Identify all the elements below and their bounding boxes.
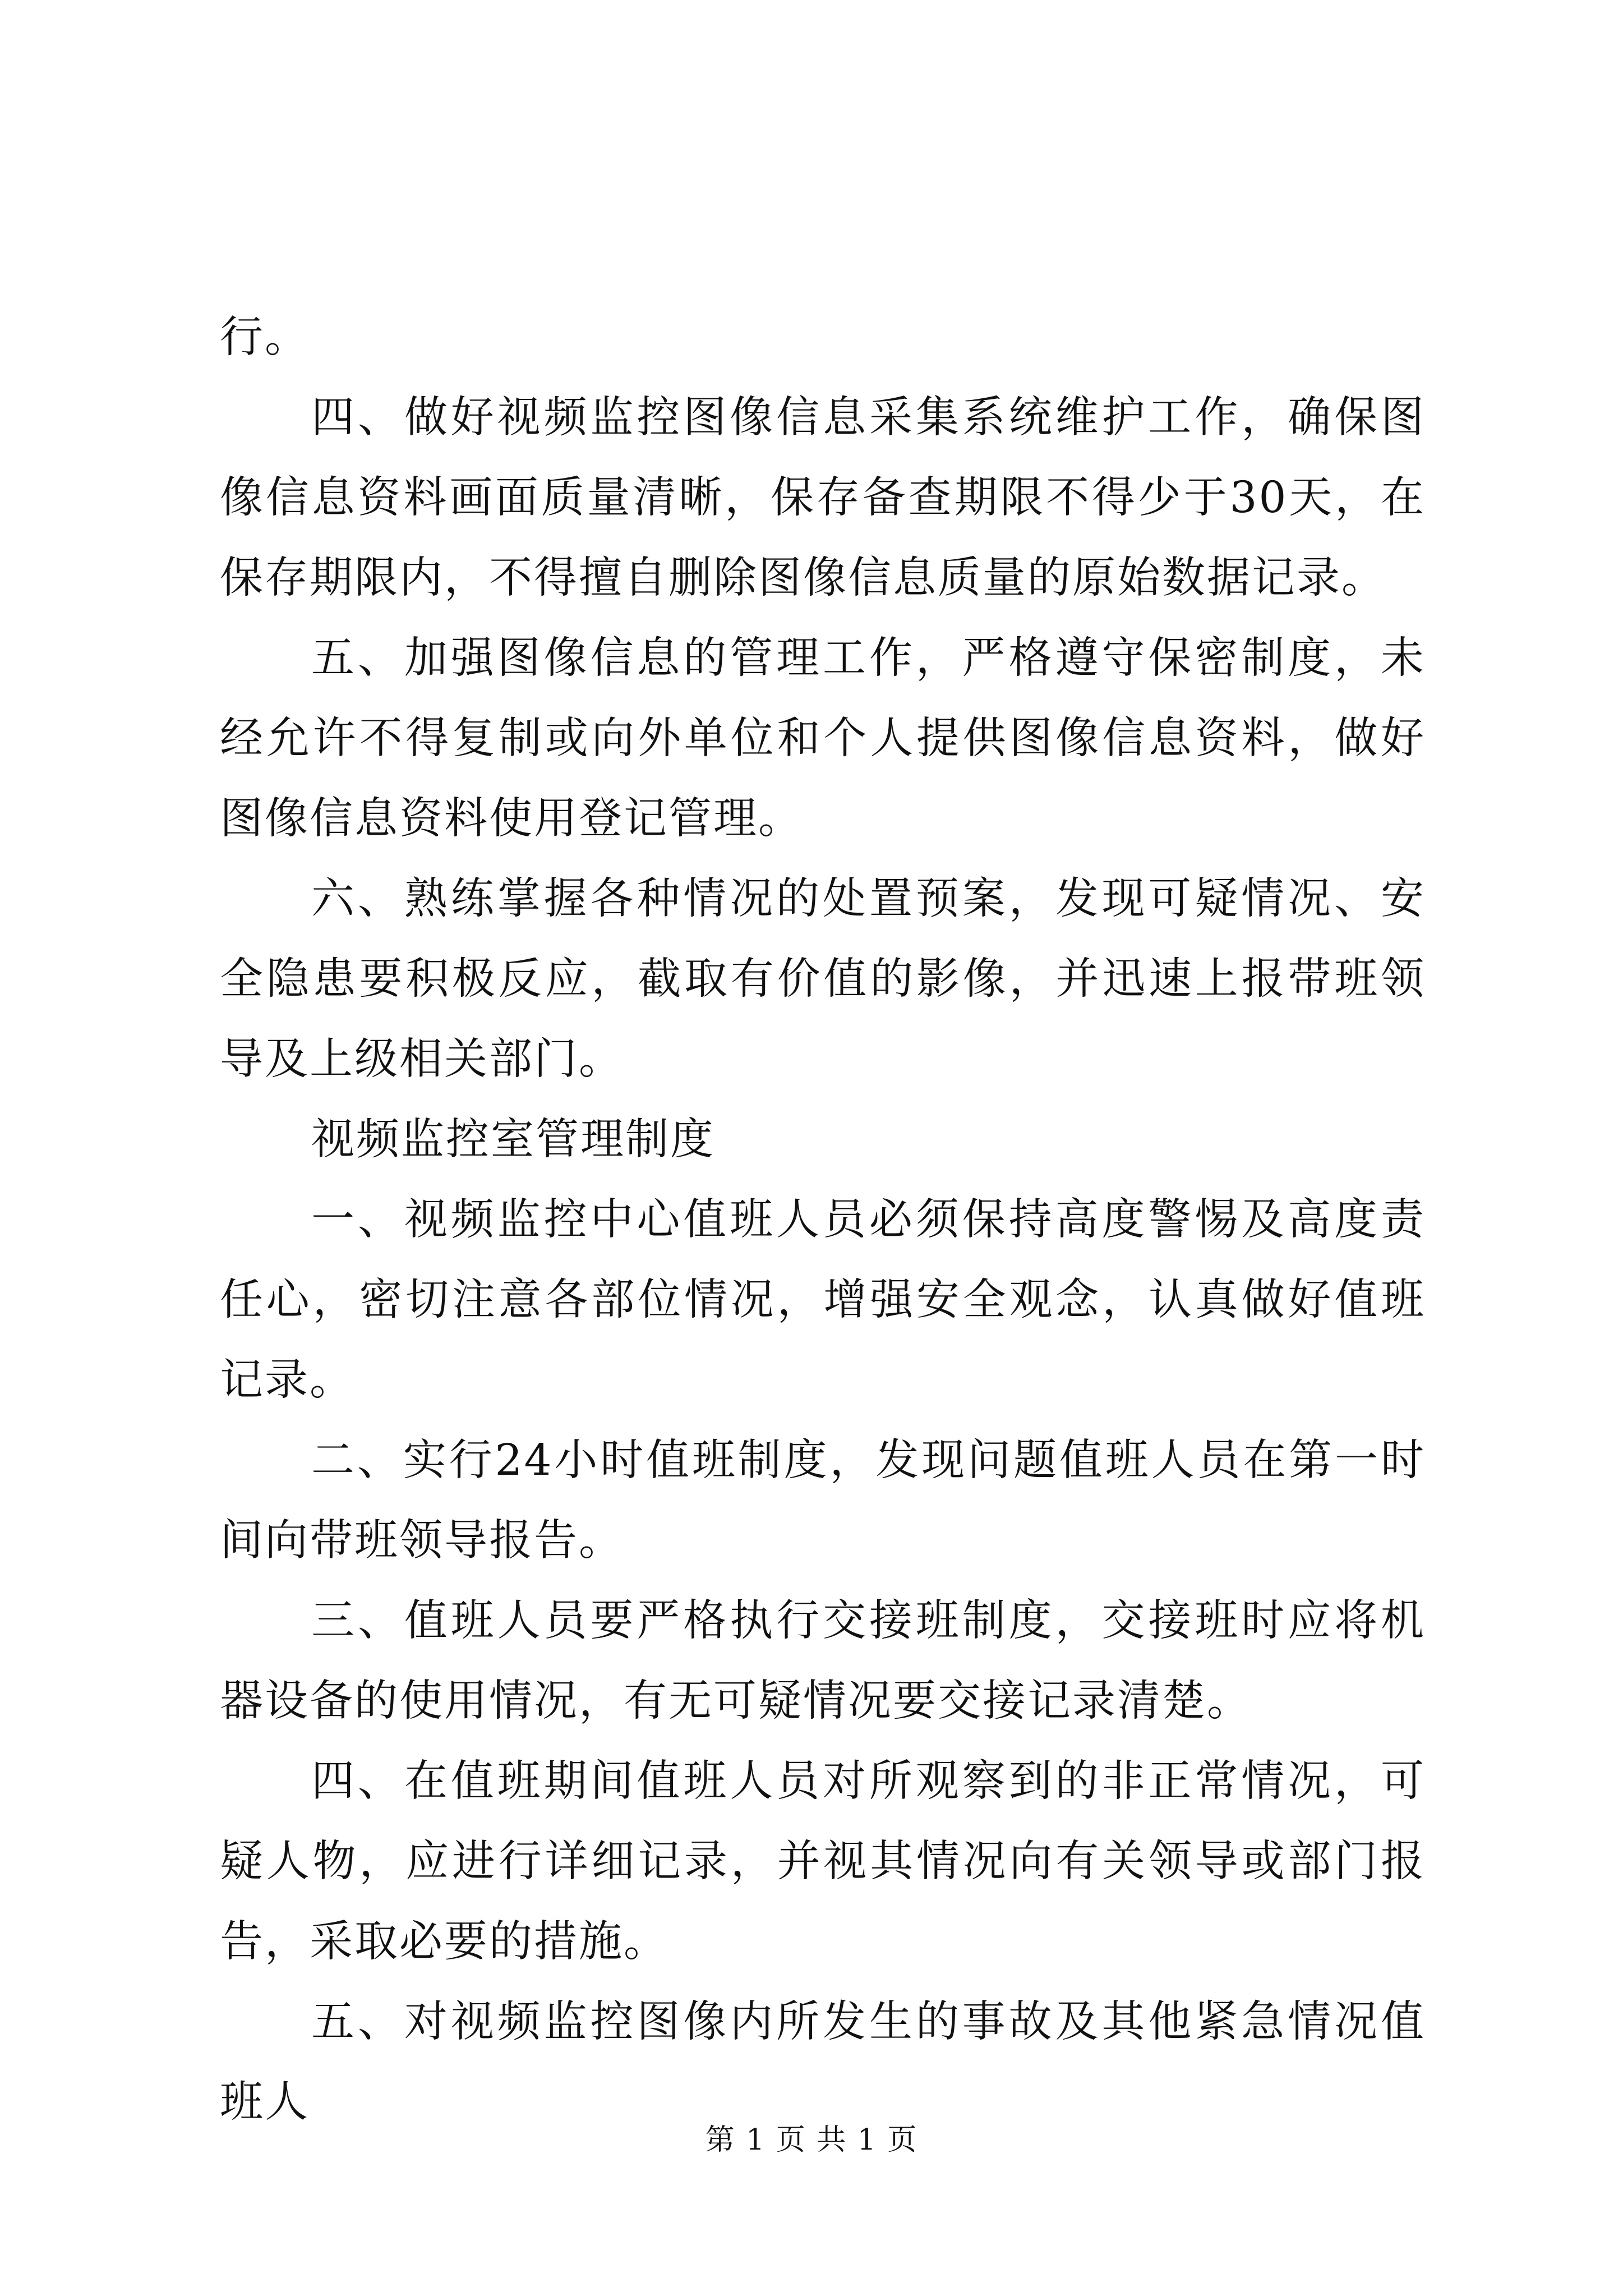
paragraph-continuation: 行。	[220, 312, 310, 362]
paragraph-rule-3: 三、值班人员要严格执行交接班制度，交接班时应将机器设备的使用情况，有无可疑情况要交接记录清楚。	[220, 1596, 1426, 1726]
paragraph-rule-4: 四、在值班期间值班人员对所观察到的非正常情况，可疑人物，应进行详细记录，并视其情况向有关领导或部门报告，采取必要的措施。	[220, 1756, 1426, 1967]
paragraph-item-6-response: 六、熟练掌握各种情况的处置预案，发现可疑情况、安全隐患要积极反应，截取有价值的影像，并迅速上报带班领导及上级相关部门。	[220, 874, 1426, 1084]
paragraph-item-4-maintenance: 四、做好视频监控图像信息采集系统维护工作，确保图像信息资料画面质量清晰，保存备查期限不得少于30天，在保存期限内，不得擅自删除图像信息质量的原始数据记录。	[220, 393, 1426, 603]
paragraph-item-5-management: 五、加强图像信息的管理工作，严格遵守保密制度，未经允许不得复制或向外单位和个人提供图像信息资料，做好图像信息资料使用登记管理。	[220, 633, 1426, 844]
page-footer: 第 1 页 共 1 页	[705, 2123, 918, 2157]
paragraph-rule-5: 五、对视频监控图像内所发生的事故及其他紧急情况值班人	[220, 1997, 1426, 2127]
document-body	[220, 297, 1426, 2142]
section-title: 视频监控室管理制度	[311, 1115, 715, 1165]
paragraph-rule-1: 一、视频监控中心值班人员必须保持高度警惕及高度责任心，密切注意各部位情况，增强安全观念，认真做好值班记录。	[220, 1195, 1426, 1405]
paragraph-rule-2: 二、实行24小时值班制度，发现问题值班人员在第一时间向带班领导报告。	[220, 1435, 1426, 1566]
